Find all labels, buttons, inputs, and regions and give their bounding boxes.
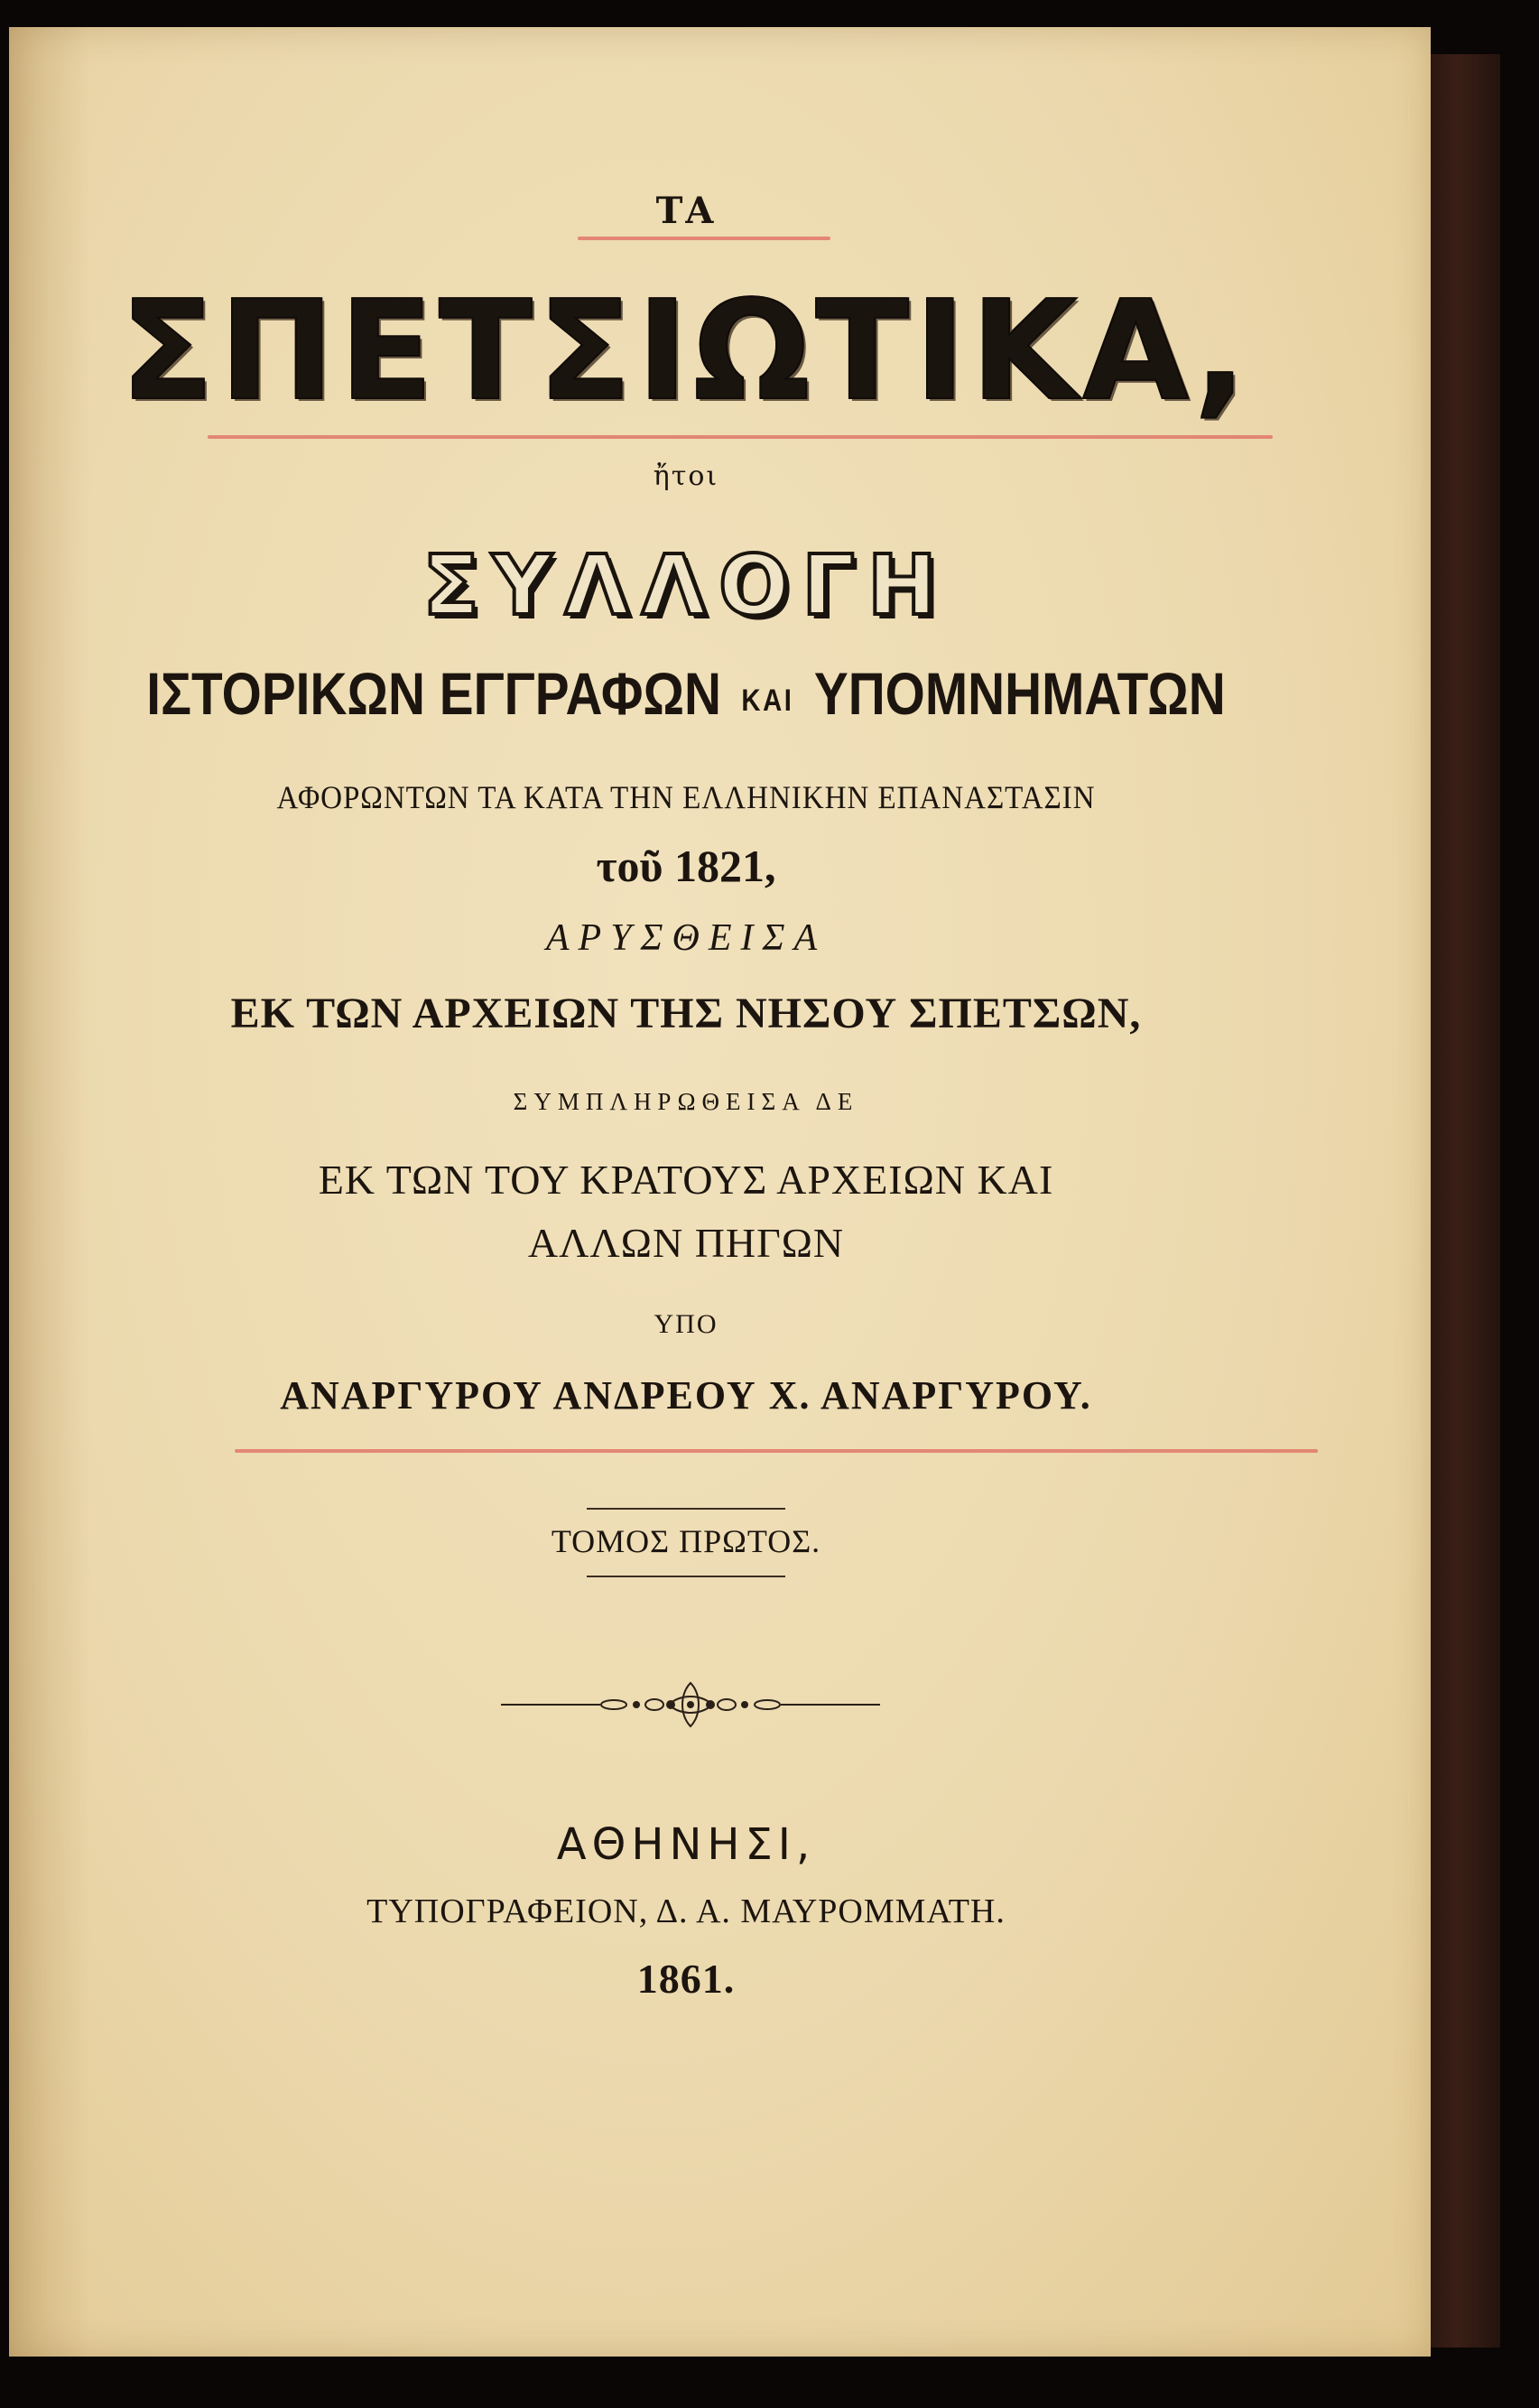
- red-pencil-underline-title: [208, 435, 1273, 439]
- by-line: ΥΠΟ: [654, 1309, 719, 1339]
- printer-line: ΤΥΠΟΓΡΑΦΕΙΟΝ, Δ. Α. ΜΑΥΡΟΜΜΑΤΗ.: [366, 1892, 1006, 1930]
- publication-year: 1861.: [636, 1956, 736, 2002]
- state-archives-line: ΕΚ ΤΩΝ ΤΟΥ ΚΡΑΤΟΥΣ ΑΡΧΕΙΩΝ ΚΑΙ: [318, 1157, 1054, 1203]
- subtitle-line: [104, 659, 1268, 728]
- subtitle-conjunction: ΚΑΙ: [741, 683, 794, 718]
- collection-heading: ΣΥΛΛΟΓΗ: [422, 537, 950, 634]
- other-sources-line: ΑΛΛΩΝ ΠΗΓΩΝ: [527, 1220, 845, 1266]
- title-page: [9, 27, 1431, 2357]
- drawn-line: ΑΡΥΣΘΕΙΣΑ: [545, 917, 827, 959]
- source-archives-line: ΕΚ ΤΩΝ ΑΡΧΕΙΩΝ ΤΗΣ ΝΗΣΟΥ ΣΠΕΤΣΩΝ,: [230, 990, 1142, 1037]
- revolution-year: τοῦ 1821,: [596, 841, 776, 891]
- subtitle-right: ΥΠΟΜΝΗΜΑΤΩΝ: [813, 660, 1226, 727]
- main-title: ΣΠΕΤΣΙΩΤΙΚΑ,: [120, 271, 1252, 431]
- supplemented-line: ΣΥΜΠΛΗΡΩΘΕΙΣΑ ΔΕ: [513, 1088, 859, 1115]
- publication-place: ΑΘΗΝΗΣΙ,: [556, 1819, 816, 1870]
- volume-rule-top: [587, 1508, 785, 1510]
- volume-label: ΤΟΜΟΣ ΠΡΩΤΟΣ.: [551, 1523, 821, 1559]
- title-connector: ἤτοι: [653, 460, 719, 492]
- red-pencil-mark-top: [578, 237, 830, 240]
- volume-rule-bottom: [587, 1576, 785, 1577]
- book-cover-edge: [1426, 54, 1500, 2348]
- red-pencil-underline-author: [235, 1449, 1318, 1453]
- fleuron-divider-icon: [501, 1678, 880, 1732]
- author-name: ΑΝΑΡΓΥΡΟΥ ΑΝΔΡΕΟΥ Χ. ΑΝΑΡΓΥΡΟΥ.: [280, 1373, 1092, 1418]
- title-article: ΤΑ: [655, 190, 717, 232]
- subtitle-left: ΙΣΤΟΡΙΚΩΝ ΕΓΓΡΑΦΩΝ: [146, 660, 722, 727]
- subject-line: ΑΦΟΡΩΝΤΩΝ ΤΑ ΚΑΤΑ ΤΗΝ ΕΛΛΗΝΙΚΗΝ ΕΠΑΝΑΣΤΑΣΙΝ: [276, 779, 1096, 815]
